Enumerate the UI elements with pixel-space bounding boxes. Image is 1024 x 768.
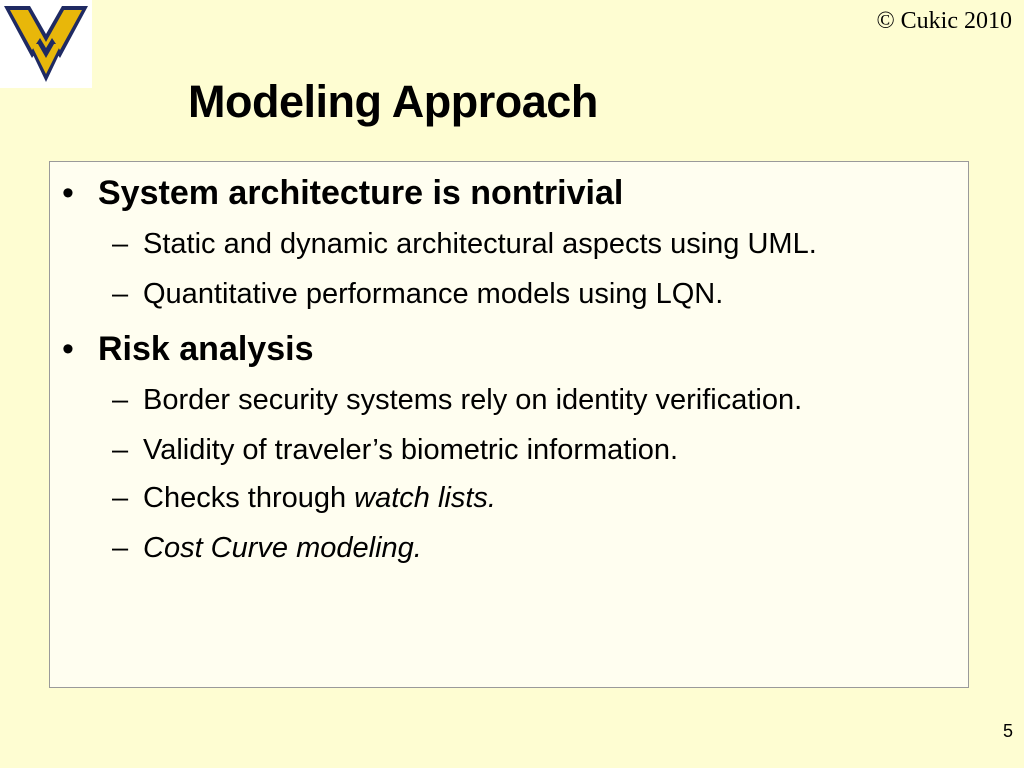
- sub-bullet-text: Quantitative performance models using LQN.: [143, 278, 724, 310]
- sub-bullet-italic-text: Cost Curve modeling.: [143, 532, 422, 564]
- page-number: 5: [1002, 721, 1013, 741]
- sub-bullet-text: Static and dynamic architectural aspects using UML.: [143, 228, 817, 260]
- university-logo: [0, 0, 92, 88]
- sub-bullet-item: [112, 482, 496, 515]
- dash-icon: –: [112, 434, 129, 466]
- bullet-dot-icon: •: [62, 174, 74, 212]
- dash-icon: –: [112, 482, 129, 514]
- bullet-item: [62, 174, 623, 213]
- bullet-text: Risk analysis: [98, 330, 314, 368]
- dash-icon: –: [112, 228, 129, 260]
- dash-icon: –: [112, 278, 129, 310]
- sub-bullet-item: [112, 434, 678, 467]
- content-box: [49, 161, 969, 688]
- bullet-dot-icon: •: [62, 330, 74, 368]
- sub-bullet-item: [112, 532, 422, 565]
- sub-bullet-item: [112, 278, 723, 311]
- sub-bullet-text: Validity of traveler’s biometric information.: [143, 434, 679, 466]
- sub-bullet-item: [112, 384, 802, 417]
- copyright-notice: © Cukic 2010: [876, 8, 1012, 34]
- slide-title: Modeling Approach: [188, 76, 598, 127]
- sub-bullet-text: Border security systems rely on identity verification.: [143, 384, 803, 416]
- dash-icon: –: [112, 384, 129, 416]
- sub-bullet-italic-text: watch lists.: [354, 482, 496, 514]
- sub-bullet-item: [112, 228, 817, 261]
- sub-bullet-text: Checks through: [143, 482, 355, 514]
- dash-icon: –: [112, 532, 129, 564]
- bullet-item: [62, 330, 313, 369]
- bullet-text: System architecture is nontrivial: [98, 174, 624, 212]
- flying-wv-logo-icon: [0, 0, 92, 88]
